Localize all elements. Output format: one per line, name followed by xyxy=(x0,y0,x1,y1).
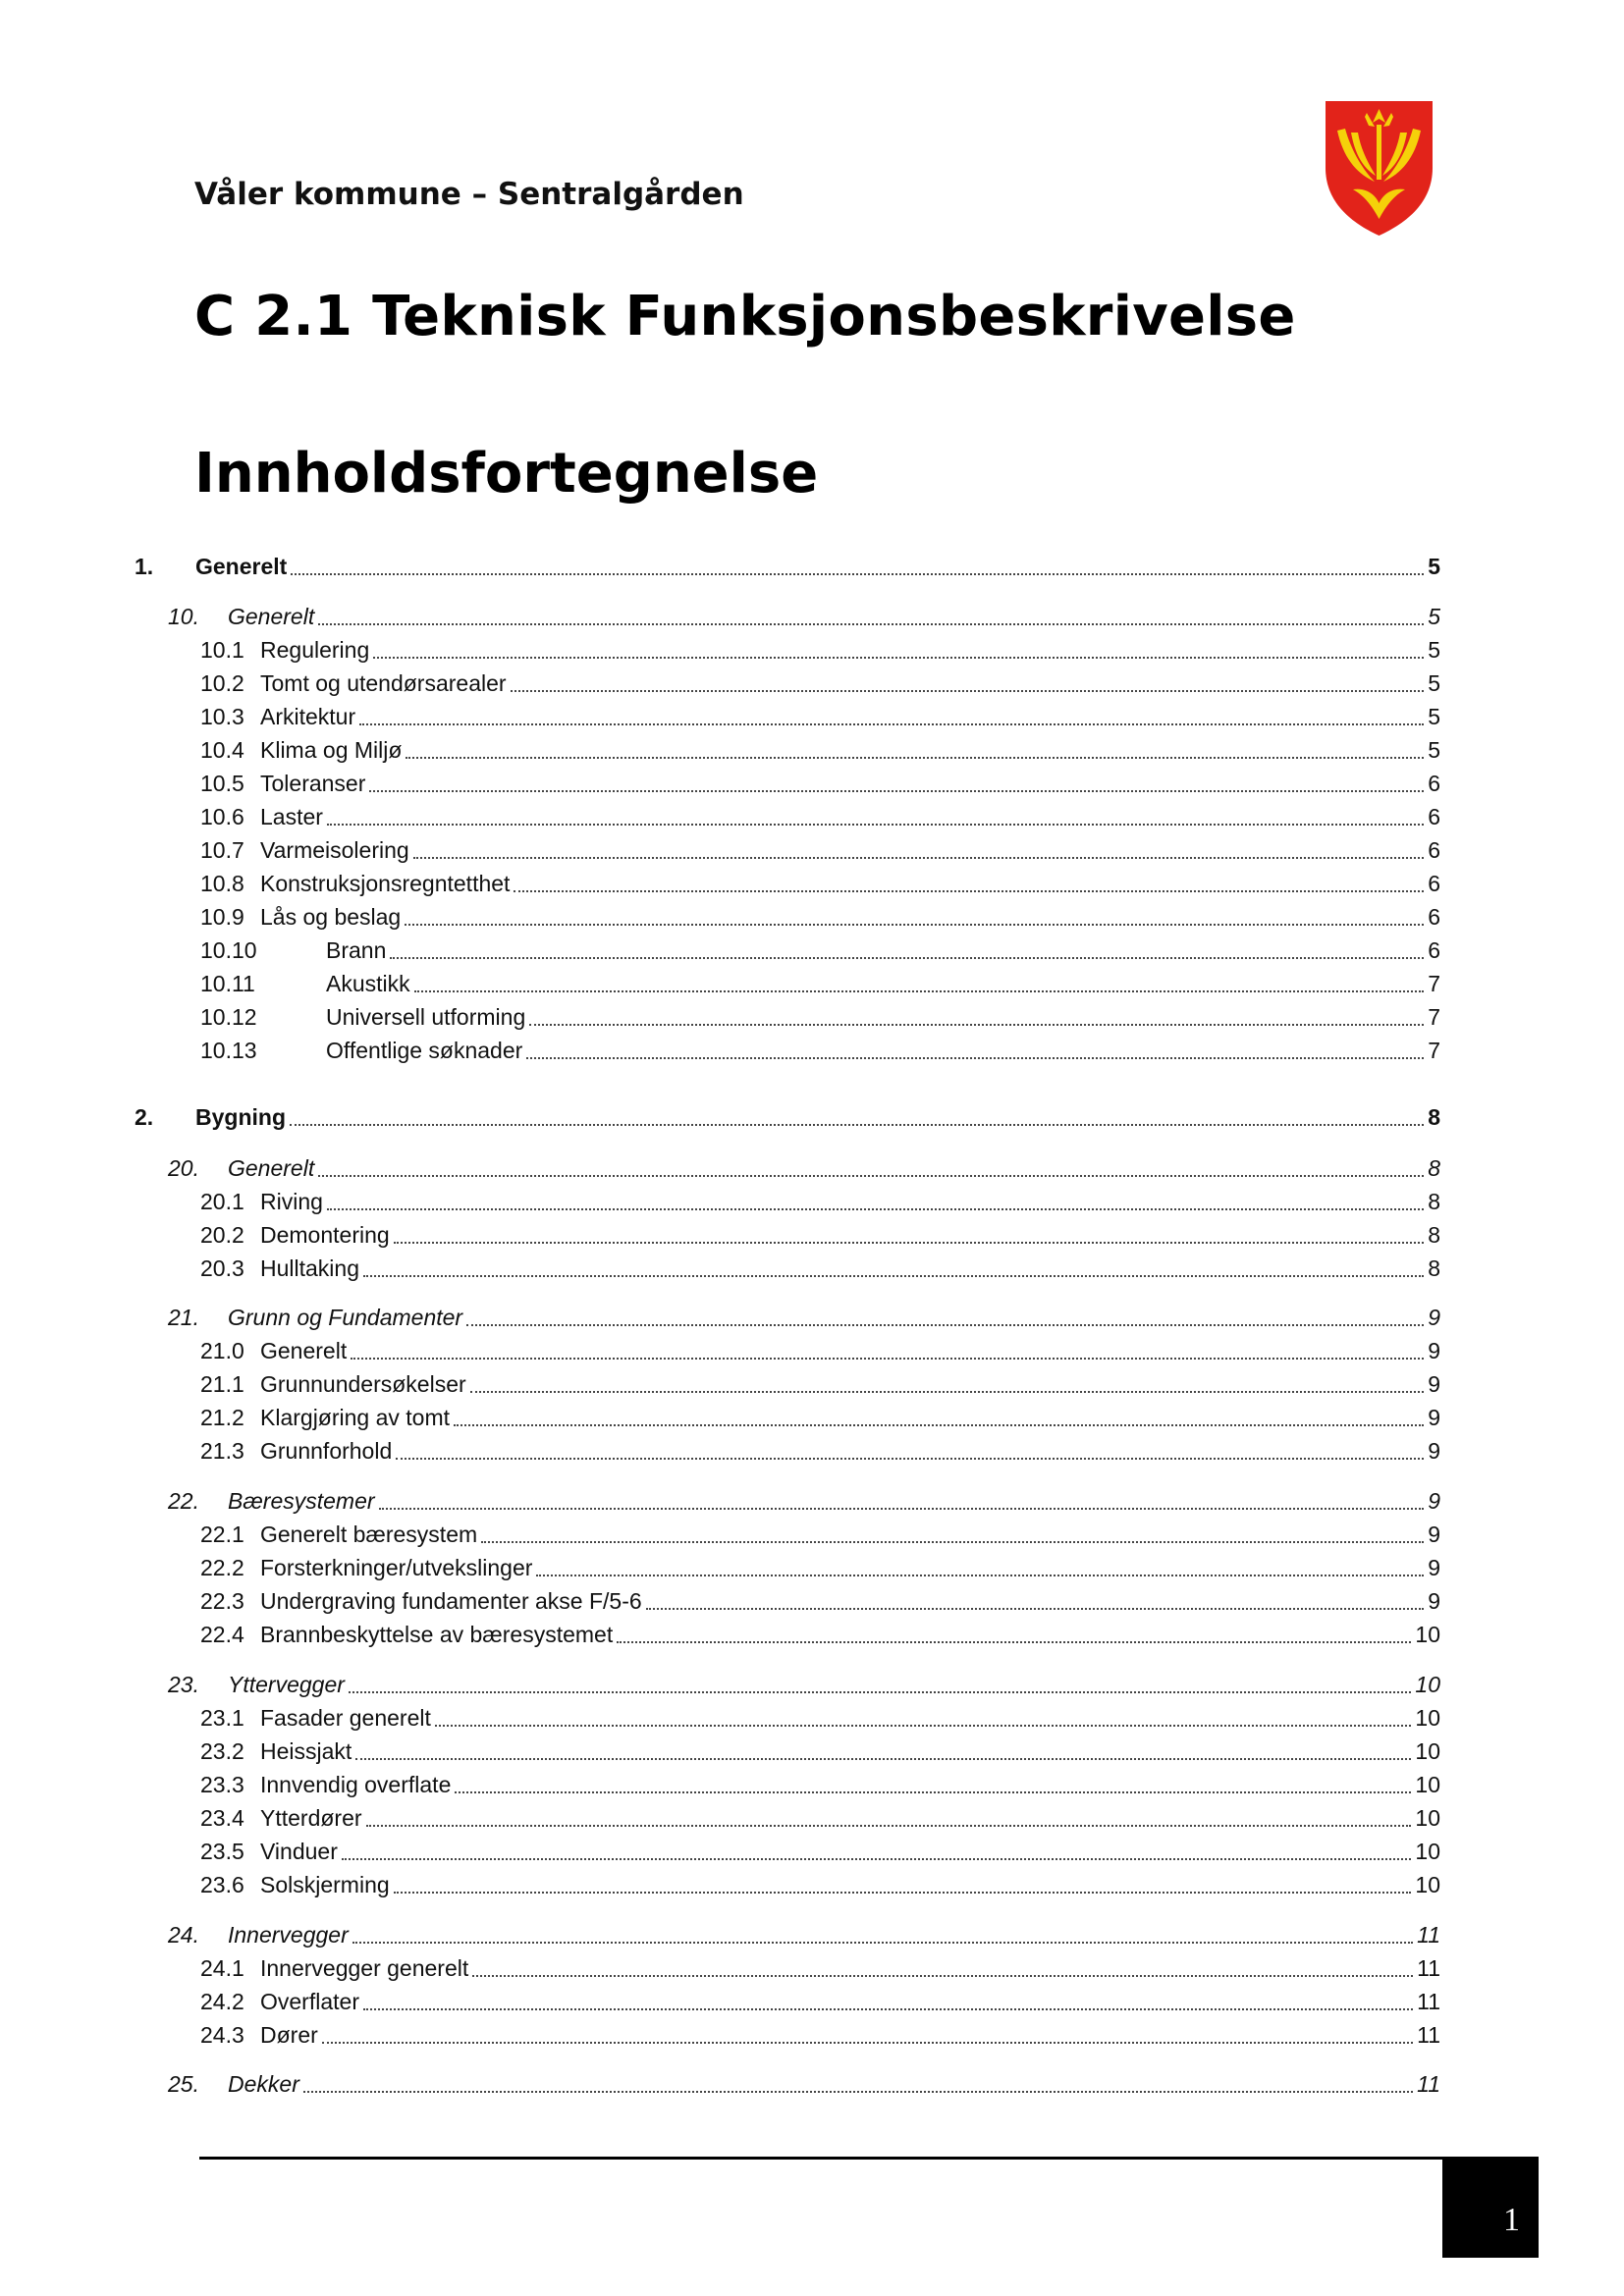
toc-entry-number: 10.8 xyxy=(200,871,244,896)
toc-entry-number: 23.5 xyxy=(200,1839,244,1864)
toc-entry-page: 10 xyxy=(1415,1839,1440,1864)
toc-dot-leader xyxy=(352,1942,1413,1944)
toc-entry-number: 21. xyxy=(168,1305,199,1330)
toc-entry-title: Bygning xyxy=(195,1104,286,1130)
toc-entry-page: 5 xyxy=(1428,637,1440,663)
toc-entry-level-3[interactable] xyxy=(200,835,1440,865)
toc-entry-number: 10. xyxy=(168,604,199,629)
toc-entry-level-3[interactable] xyxy=(200,1987,1440,2016)
toc-dot-leader xyxy=(470,1391,1425,1393)
toc-entry-page: 11 xyxy=(1417,2022,1440,2048)
toc-entry-level-3[interactable] xyxy=(200,1953,1440,1983)
toc-entry-title: Innvendig overflate xyxy=(260,1772,452,1797)
toc-dot-leader xyxy=(405,924,1424,926)
toc-dot-leader xyxy=(514,890,1424,892)
toc-entry-level-3[interactable] xyxy=(200,1870,1440,1899)
toc-entry-number: 1. xyxy=(135,554,154,579)
toc-entry-level-3[interactable] xyxy=(200,769,1440,798)
toc-entry-page: 10 xyxy=(1415,1805,1440,1831)
toc-entry-title: Grunn og Fundamenter xyxy=(228,1305,463,1330)
toc-dot-leader xyxy=(394,1892,1412,1894)
document-title: C 2.1 Teknisk Funksjonsbeskrivelse xyxy=(194,285,1296,348)
toc-dot-leader xyxy=(646,1608,1425,1610)
toc-dot-leader xyxy=(373,657,1424,659)
toc-entry-page: 9 xyxy=(1428,1588,1440,1614)
toc-entry-title: Generelt bæresystem xyxy=(260,1522,478,1547)
toc-entry-level-3[interactable] xyxy=(200,668,1440,698)
toc-entry-number: 10.13 xyxy=(200,1038,257,1063)
toc-entry-level-3[interactable] xyxy=(200,1369,1440,1399)
toc-entry-number: 21.1 xyxy=(200,1371,244,1397)
toc-entry-level-2[interactable] xyxy=(168,2069,1440,2099)
toc-entry-page: 9 xyxy=(1428,1338,1440,1363)
toc-dot-leader xyxy=(318,1175,1424,1177)
toc-entry-title: Generelt xyxy=(228,604,315,629)
toc-entry-title: Toleranser xyxy=(260,771,366,796)
toc-dot-leader xyxy=(526,1057,1424,1059)
toc-entry-title: Klargjøring av tomt xyxy=(260,1405,451,1430)
toc-dot-leader xyxy=(394,1242,1425,1244)
toc-dot-leader xyxy=(454,1424,1424,1426)
toc-entry-page: 8 xyxy=(1428,1255,1440,1281)
toc-entry-title: Grunnundersøkelser xyxy=(260,1371,466,1397)
toc-entry-page: 9 xyxy=(1428,1488,1440,1514)
toc-entry-level-3[interactable] xyxy=(200,1803,1440,1833)
toc-entry-title: Vinduer xyxy=(260,1839,338,1864)
toc-dot-leader xyxy=(355,1758,1411,1760)
toc-entry-number: 23. xyxy=(168,1672,199,1697)
toc-entry-page: 11 xyxy=(1417,2071,1440,2097)
toc-entry-title: Regulering xyxy=(260,637,370,663)
toc-entry-level-3[interactable] xyxy=(200,1403,1440,1432)
toc-entry-number: 22.2 xyxy=(200,1555,244,1580)
toc-dot-leader xyxy=(529,1024,1424,1026)
toc-entry-number: 23.4 xyxy=(200,1805,244,1831)
toc-entry-page: 11 xyxy=(1417,1922,1440,1948)
toc-entry-number: 23.3 xyxy=(200,1772,244,1797)
toc-entry-title: Arkitektur xyxy=(260,704,356,729)
toc-entry-number: 22.4 xyxy=(200,1622,244,1647)
toc-entry-page: 10 xyxy=(1415,1622,1440,1647)
toc-entry-level-3[interactable] xyxy=(200,869,1440,898)
toc-entry-level-3[interactable] xyxy=(200,1586,1440,1616)
toc-entry-number: 20.1 xyxy=(200,1189,244,1214)
toc-entry-level-3[interactable] xyxy=(200,635,1440,665)
toc-entry-title: Innervegger generelt xyxy=(260,1955,469,1981)
toc-entry-title: Brannbeskyttelse av bæresystemet xyxy=(260,1622,614,1647)
toc-entry-page: 7 xyxy=(1428,971,1440,996)
toc-entry-page: 5 xyxy=(1428,737,1440,763)
toc-entry-title: Demontering xyxy=(260,1222,390,1248)
toc-dot-leader xyxy=(472,1975,1413,1977)
toc-entry-level-3[interactable] xyxy=(200,1770,1440,1799)
toc-entry-level-2[interactable] xyxy=(168,602,1440,631)
toc-dot-leader xyxy=(390,957,1424,959)
toc-entry-page: 8 xyxy=(1428,1222,1440,1248)
toc-entry-level-2[interactable] xyxy=(168,1486,1440,1516)
toc-entry-page: 9 xyxy=(1428,1522,1440,1547)
toc-entry-number: 23.2 xyxy=(200,1738,244,1764)
toc-entry-number: 22.1 xyxy=(200,1522,244,1547)
toc-entry-level-3[interactable] xyxy=(200,935,1440,965)
toc-entry-title: Yttervegger xyxy=(228,1672,345,1697)
toc-entry-title: Forsterkninger/utvekslinger xyxy=(260,1555,533,1580)
toc-entry-level-3[interactable] xyxy=(200,1837,1440,1866)
toc-entry-level-3[interactable] xyxy=(200,1620,1440,1649)
toc-dot-leader xyxy=(617,1641,1411,1643)
toc-entry-title: Konstruksjonsregntetthet xyxy=(260,871,511,896)
toc-dot-leader xyxy=(455,1791,1411,1793)
toc-entry-title: Bæresystemer xyxy=(228,1488,375,1514)
toc-dot-leader xyxy=(351,1358,1424,1360)
toc-entry-title: Akustikk xyxy=(326,971,410,996)
toc-dot-leader xyxy=(413,857,1425,859)
toc-entry-number: 10.7 xyxy=(200,837,244,863)
toc-dot-leader xyxy=(359,723,1424,725)
toc-dot-leader xyxy=(414,990,1425,992)
toc-entry-title: Brann xyxy=(326,937,387,963)
toc-entry-number: 2. xyxy=(135,1104,154,1130)
toc-entry-title: Generelt xyxy=(195,554,288,579)
toc-entry-number: 22. xyxy=(168,1488,199,1514)
toc-entry-level-3[interactable] xyxy=(200,1002,1440,1032)
toc-entry-level-3[interactable] xyxy=(200,1736,1440,1766)
toc-entry-number: 10.6 xyxy=(200,804,244,829)
toc-entry-page: 10 xyxy=(1415,1672,1440,1697)
toc-entry-page: 6 xyxy=(1428,904,1440,930)
toc-entry-number: 20.3 xyxy=(200,1255,244,1281)
toc-entry-title: Ytterdører xyxy=(260,1805,362,1831)
toc-entry-level-3[interactable] xyxy=(200,1520,1440,1549)
toc-entry-page: 8 xyxy=(1428,1189,1440,1214)
toc-entry-title: Klima og Miljø xyxy=(260,737,403,763)
toc-dot-leader xyxy=(481,1541,1424,1543)
toc-entry-level-3[interactable] xyxy=(200,1036,1440,1065)
toc-dot-leader xyxy=(379,1508,1425,1510)
toc-dot-leader xyxy=(363,1275,1424,1277)
toc-entry-page: 5 xyxy=(1428,554,1440,579)
toc-dot-leader xyxy=(327,824,1424,826)
toc-entry-title: Solskjerming xyxy=(260,1872,390,1897)
toc-dot-leader xyxy=(369,790,1424,792)
toc-entry-number: 10.9 xyxy=(200,904,244,930)
toc-entry-number: 10.10 xyxy=(200,937,257,963)
toc-dot-leader xyxy=(396,1458,1424,1460)
toc-entry-title: Dekker xyxy=(228,2071,299,2097)
toc-entry-page: 9 xyxy=(1428,1438,1440,1464)
toc-entry-page: 9 xyxy=(1428,1305,1440,1330)
toc-entry-level-2[interactable] xyxy=(168,1670,1440,1699)
toc-dot-leader xyxy=(466,1324,1424,1326)
page-number: 1 xyxy=(1503,2202,1520,2238)
toc-entry-title: Riving xyxy=(260,1189,323,1214)
toc-entry-number: 20.2 xyxy=(200,1222,244,1248)
toc-entry-number: 10.3 xyxy=(200,704,244,729)
toc-entry-page: 7 xyxy=(1428,1038,1440,1063)
toc-entry-number: 21.3 xyxy=(200,1438,244,1464)
toc-entry-number: 23.6 xyxy=(200,1872,244,1897)
footer-divider xyxy=(199,2157,1442,2160)
toc-entry-level-3[interactable] xyxy=(200,702,1440,731)
toc-dot-leader xyxy=(366,1825,1412,1827)
toc-entry-page: 8 xyxy=(1428,1104,1440,1130)
toc-entry-level-3[interactable] xyxy=(200,802,1440,831)
toc-entry-number: 24.3 xyxy=(200,2022,244,2048)
toc-entry-page: 5 xyxy=(1428,704,1440,729)
toc-entry-page: 5 xyxy=(1428,670,1440,696)
toc-dot-leader xyxy=(291,573,1424,575)
toc-entry-level-3[interactable] xyxy=(200,1436,1440,1466)
page-number-box xyxy=(1442,2157,1539,2258)
toc-entry-level-3[interactable] xyxy=(200,2020,1440,2050)
toc-entry-title: Universell utforming xyxy=(326,1004,526,1030)
toc-entry-page: 6 xyxy=(1428,771,1440,796)
toc-dot-leader xyxy=(406,757,1424,759)
toc-entry-number: 23.1 xyxy=(200,1705,244,1731)
toc-entry-level-3[interactable] xyxy=(200,1703,1440,1733)
toc-entry-number: 21.0 xyxy=(200,1338,244,1363)
toc-dot-leader xyxy=(322,2042,1413,2044)
toc-entry-page: 6 xyxy=(1428,804,1440,829)
toc-entry-page: 5 xyxy=(1428,604,1440,629)
toc-entry-number: 10.5 xyxy=(200,771,244,796)
toc-entry-number: 21.2 xyxy=(200,1405,244,1430)
toc-entry-number: 10.2 xyxy=(200,670,244,696)
toc-entry-title: Varmeisolering xyxy=(260,837,409,863)
toc-entry-level-2[interactable] xyxy=(168,1920,1440,1949)
toc-entry-number: 10.11 xyxy=(200,971,255,996)
toc-entry-level-3[interactable] xyxy=(200,1220,1440,1250)
toc-entry-title: Overflater xyxy=(260,1989,359,2014)
toc-entry-page: 10 xyxy=(1415,1872,1440,1897)
toc-entry-page: 10 xyxy=(1415,1772,1440,1797)
toc-entry-page: 7 xyxy=(1428,1004,1440,1030)
toc-dot-leader xyxy=(290,1124,1424,1126)
toc-entry-level-3[interactable] xyxy=(200,902,1440,932)
toc-dot-leader xyxy=(303,2091,1413,2093)
toc-entry-level-3[interactable] xyxy=(200,1187,1440,1216)
toc-entry-number: 25. xyxy=(168,2071,199,2097)
toc-entry-level-1[interactable] xyxy=(135,552,1440,581)
toc-entry-title: Heissjakt xyxy=(260,1738,352,1764)
toc-entry-page: 6 xyxy=(1428,937,1440,963)
toc-entry-page: 10 xyxy=(1415,1738,1440,1764)
toc-entry-level-2[interactable] xyxy=(168,1303,1440,1332)
toc-entry-title: Dører xyxy=(260,2022,318,2048)
toc-entry-number: 10.4 xyxy=(200,737,244,763)
toc-entry-title: Grunnforhold xyxy=(260,1438,393,1464)
toc-entry-title: Laster xyxy=(260,804,323,829)
toc-dot-leader xyxy=(536,1575,1424,1576)
toc-entry-number: 24.1 xyxy=(200,1955,244,1981)
organization-header: Våler kommune – Sentralgården xyxy=(194,177,744,212)
toc-entry-title: Tomt og utendørsarealer xyxy=(260,670,507,696)
toc-entry-number: 24. xyxy=(168,1922,199,1948)
toc-entry-level-2[interactable] xyxy=(168,1153,1440,1183)
toc-entry-number: 20. xyxy=(168,1155,199,1181)
toc-entry-level-3[interactable] xyxy=(200,1553,1440,1582)
toc-entry-number: 10.12 xyxy=(200,1004,257,1030)
toc-entry-page: 10 xyxy=(1415,1705,1440,1731)
toc-dot-leader xyxy=(435,1725,1412,1727)
toc-entry-title: Generelt xyxy=(228,1155,315,1181)
toc-entry-page: 9 xyxy=(1428,1405,1440,1430)
toc-entry-title: Lås og beslag xyxy=(260,904,402,930)
toc-entry-number: 24.2 xyxy=(200,1989,244,2014)
toc-entry-number: 10.1 xyxy=(200,637,244,663)
toc-entry-title: Fasader generelt xyxy=(260,1705,431,1731)
toc-dot-leader xyxy=(363,2008,1413,2010)
toc-heading: Innholdsfortegnelse xyxy=(194,442,819,506)
toc-entry-number: 22.3 xyxy=(200,1588,244,1614)
toc-entry-page: 9 xyxy=(1428,1555,1440,1580)
toc-entry-page: 8 xyxy=(1428,1155,1440,1181)
toc-entry-title: Offentlige søknader xyxy=(326,1038,523,1063)
toc-entry-page: 6 xyxy=(1428,871,1440,896)
toc-entry-title: Undergraving fundamenter akse F/5-6 xyxy=(260,1588,642,1614)
toc-entry-title: Hulltaking xyxy=(260,1255,359,1281)
toc-dot-leader xyxy=(327,1208,1424,1210)
toc-entry-title: Generelt xyxy=(260,1338,348,1363)
toc-entry-page: 9 xyxy=(1428,1371,1440,1397)
toc-entry-level-3[interactable] xyxy=(200,969,1440,998)
toc-entry-level-1[interactable] xyxy=(135,1102,1440,1132)
toc-entry-level-3[interactable] xyxy=(200,735,1440,765)
toc-entry-page: 11 xyxy=(1417,1989,1440,2014)
toc-entry-level-3[interactable] xyxy=(200,1336,1440,1365)
toc-dot-leader xyxy=(349,1691,1412,1693)
toc-entry-page: 11 xyxy=(1417,1955,1440,1981)
toc-entry-level-3[interactable] xyxy=(200,1254,1440,1283)
toc-dot-leader xyxy=(318,623,1424,625)
toc-dot-leader xyxy=(342,1858,1412,1860)
toc-entry-page: 6 xyxy=(1428,837,1440,863)
toc-entry-title: Innervegger xyxy=(228,1922,349,1948)
toc-dot-leader xyxy=(511,690,1425,692)
